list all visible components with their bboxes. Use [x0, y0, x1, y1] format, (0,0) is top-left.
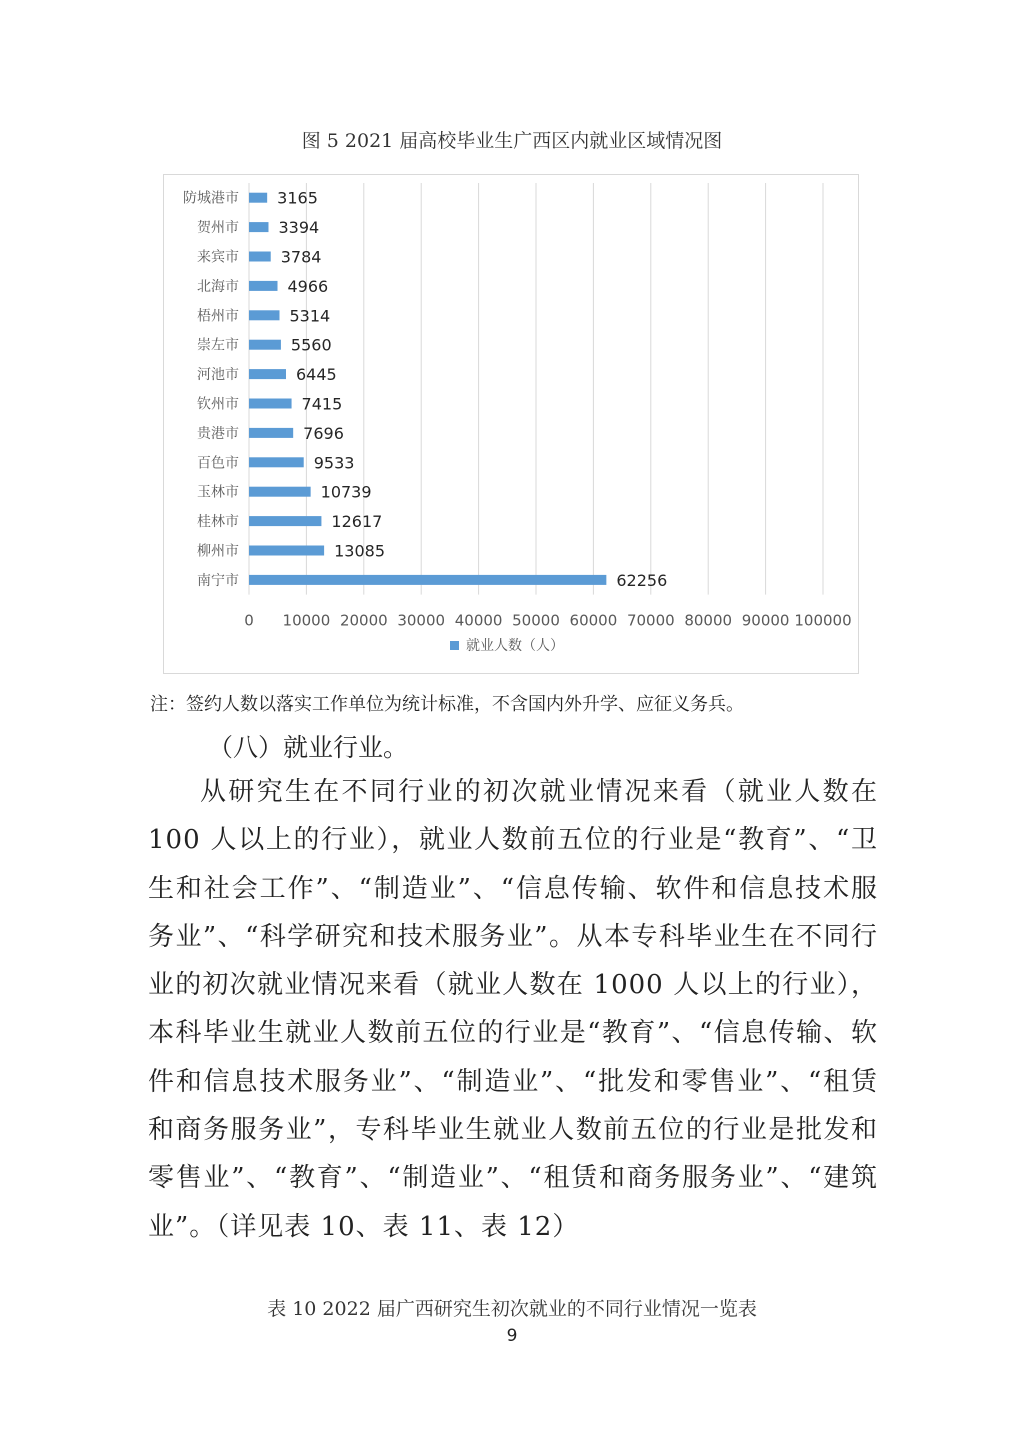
- chart-note: 注：签约人数以落实工作单位为统计标准，不含国内外升学、应征义务兵。: [150, 694, 744, 715]
- category-label: 百色市: [197, 455, 239, 472]
- category-label: 河池市: [197, 367, 239, 384]
- category-label: 贺州市: [197, 220, 239, 237]
- bar: [249, 222, 268, 232]
- bar: [249, 193, 267, 203]
- data-label: 12617: [331, 512, 383, 532]
- legend-swatch: [450, 641, 459, 650]
- figure-caption: 图 5 2021 届高校毕业生广西区内就业区域情况图: [301, 130, 723, 152]
- bar: [249, 575, 606, 585]
- category-label: 玉林市: [197, 484, 239, 501]
- bar: [249, 487, 311, 497]
- x-tick-label: 50000: [512, 611, 560, 630]
- data-label: 7696: [303, 423, 344, 443]
- bar: [249, 252, 271, 262]
- bar: [249, 428, 293, 438]
- category-label: 来宾市: [197, 249, 239, 266]
- bar: [249, 310, 280, 320]
- data-label: 3165: [277, 188, 318, 208]
- page-number: 9: [506, 1326, 518, 1346]
- x-tick-label: 0: [244, 611, 254, 630]
- bar: [249, 340, 281, 350]
- category-label: 崇左市: [197, 337, 239, 354]
- bar-chart: [163, 174, 859, 674]
- category-label: 北海市: [197, 278, 239, 295]
- data-label: 3784: [280, 247, 322, 267]
- section-heading: （八）就业行业。: [208, 733, 409, 762]
- data-label: 5560: [290, 335, 332, 355]
- bar: [249, 399, 292, 409]
- data-label: 62256: [616, 570, 668, 590]
- data-label: 4966: [287, 276, 329, 296]
- category-label: 柳州市: [197, 543, 239, 560]
- bar: [249, 546, 324, 556]
- category-label: 南宁市: [197, 572, 239, 589]
- x-tick-label: 80000: [684, 611, 733, 630]
- body-paragraph: 从研究生在不同行业的初次就业情况来看（就业人数在100 人以上的行业），就业人数前五位的行业是“教育”、“卫生和社会工作”、“制造业”、“信息传输、软件和信息技术服务业”、“科学研究和技术服务业”。从本专科毕业生在不同行业的初次就业情况来看（就业人数在 1000 人以上的行业），本科毕业生就业人数前五位的行业是“教育”、“信息传输、软件和信息技术服务业”、“制造业”、“批发和零售业”、“租赁和商务服务业”，专科毕业生就业人数前五位的行业是批发和零售业”、“教育”、“制造业”、“租赁和商务服务业”、“建筑业”。（详见表 10、表 11、表 12）: [148, 777, 878, 1242]
- chart-canvas: [164, 175, 858, 673]
- table-caption: 表 10 2022 届广西研究生初次就业的不同行业情况一览表: [267, 1298, 757, 1320]
- data-label: 6445: [295, 365, 337, 385]
- bar: [249, 516, 321, 526]
- x-tick-label: 30000: [397, 611, 446, 630]
- data-label: 7415: [301, 394, 343, 414]
- bar: [249, 457, 304, 467]
- category-label: 桂林市: [197, 514, 239, 531]
- data-label: 13085: [334, 541, 386, 561]
- x-tick-label: 10000: [282, 611, 331, 630]
- data-label: 3394: [278, 218, 320, 238]
- category-label: 梧州市: [197, 308, 239, 325]
- bar: [249, 281, 278, 291]
- category-label: 钦州市: [197, 396, 239, 413]
- category-label: 贵港市: [197, 425, 239, 442]
- category-label: 防城港市: [183, 190, 239, 207]
- x-tick-label: 40000: [454, 611, 503, 630]
- x-tick-label: 60000: [569, 611, 618, 630]
- x-tick-label: 20000: [339, 611, 388, 630]
- legend-label: 就业人数（人）: [466, 638, 564, 654]
- x-tick-label: 100000: [794, 611, 852, 630]
- x-tick-label: 70000: [626, 611, 675, 630]
- data-label: 5314: [289, 306, 331, 326]
- bar: [249, 369, 286, 379]
- x-tick-label: 90000: [741, 611, 790, 630]
- data-label: 10739: [320, 482, 372, 502]
- data-label: 9533: [313, 453, 355, 473]
